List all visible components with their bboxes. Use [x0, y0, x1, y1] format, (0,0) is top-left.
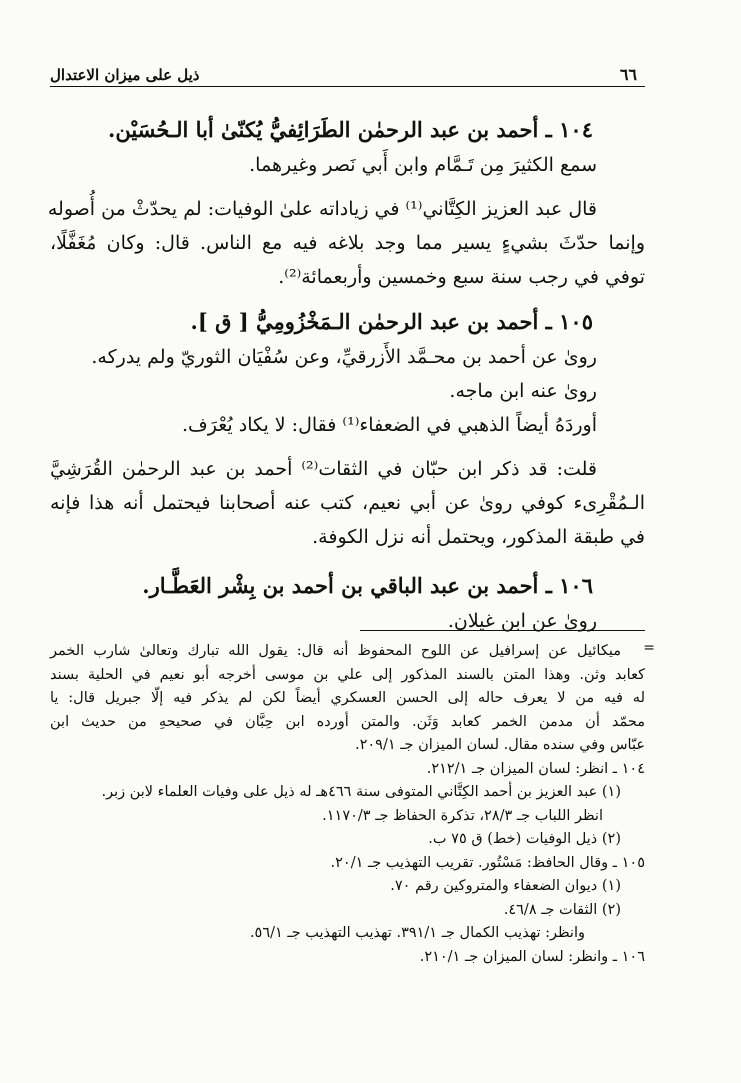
entry-104-line: توفي في رجب سنة سبع وخمسين وأربعمائة⁽²⁾. [278, 266, 645, 288]
footnote-line: محمّد أن مدمن الخمر كعابد وَثَن. والمتن أورده ابن حِبَّان في صحيحهِ من حديث ابن [50, 713, 645, 730]
footnote-104-1: (١) عبد العزيز بن أحمد الكِتَّاني المتوفى سنة ٤٦٦هـ له ذيل على وفيات العلماء لابن زبر. [101, 784, 621, 800]
entry-104-line: قال عبد العزيز الكِتَّاني⁽¹⁾ في زياداته علىٰ الوفيات: لم يحدّثْ من أُصوله [47, 198, 597, 220]
footnote-line: عبّاس وفي سنده مقال. لسان الميزان جـ ٢٠٩/١. [355, 737, 645, 753]
footnote-105-2: (٢) الثقات جـ ٤٦/٨. [503, 901, 621, 918]
footnote-line: ميكائيل عن إسرافيل عن اللوح المحفوظ أنه قال: يقول الله تبارك وتعالىٰ شارب الخمر [50, 643, 621, 659]
footnote-105-see-also: وانظر: تهذيب الكمال جـ ٣٩١/١. تهذيب التهذيب جـ ٥٦/١. [249, 925, 585, 941]
entry-105-line: روىٰ عن أحمد بن محـمَّد الأَزرقيِّ، وعن سُفْيَان الثوريّ ولم يدركه. [91, 346, 597, 368]
running-title: ذيل على ميزان الاعتدال [50, 66, 200, 84]
entry-105-line: قلت: قد ذكر ابن حبّان في الثقات⁽²⁾ أحمد بن عبد الرحمٰن القُرَشِيَّ [50, 458, 597, 480]
entry-105-heading: ١٠٥ ـ أحمد بن عبد الرحمٰن الـمَخْزُومِيُّ [ ق ]. [190, 309, 593, 334]
page-header [50, 58, 645, 87]
entry-105-line: في طبقة المذكور، ويحتمل أنه نزل الكوفة. [312, 526, 645, 548]
page-number: ٦٦ [619, 65, 637, 84]
entry-104-line: سمع الكثيرَ مِن تَـمَّام وابن أَبي نَصر وغيرهما. [249, 154, 597, 176]
footnote-105-1: (١) ديوان الضعفاء والمتروكين رقم ٧٠. [390, 878, 621, 894]
entry-105-line: أوردَهُ أيضاً الذهبي في الضعفاء⁽¹⁾ فقال: لا يكاد يُعْرَف. [182, 414, 597, 436]
entry-104-heading: ١٠٤ ـ أحمد بن عبد الرحمٰن الطَرَائِفيُّ يُكنّىٰ أبا الـحُسَيْن. [108, 117, 593, 142]
footnote-line: كعابد وثن. وهذا المتن بالسند المذكور إلى علي بن موسى أخرجه أبو نعيم في الحلية بسند [50, 666, 645, 683]
entry-105-line: روىٰ عنه ابن ماجه. [449, 380, 597, 402]
footnote-106: ١٠٦ ـ وانظر: لسان الميزان جـ ٢١٠/١. [419, 948, 645, 965]
footnote-104-1-cont: انظر اللباب جـ ٢٨/٣، تذكرة الحفاظ جـ ١١٧٠/٣. [322, 807, 603, 824]
footnote-105: ١٠٥ ـ وقال الحافظ: مَسْتُور. تقريب التهذيب جـ ٢٠/١. [330, 854, 645, 871]
footnotes [50, 640, 655, 969]
footnote-separator [360, 630, 645, 631]
continuation-mark: = [643, 640, 655, 656]
footnote-line: له فيه من لا يعرف حاله إلى الحسن العسكري أيضاً لكن لم يذكر فيه إلّا جبريل قال: يا [50, 690, 645, 706]
footnote-104: ١٠٤ ـ انظر: لسان الميزان جـ ٢١٢/١. [426, 760, 645, 777]
entry-106-heading: ١٠٦ ـ أحمد بن عبد الباقي بن أحمد بن بِشْر العَطَّـار. [142, 573, 593, 598]
entry-104-line: وإنما حدّثَ بشيءٍ يسير مما وجد بلاغه فيه مع الناس. قال: وكان مُغَفَّلًا، [50, 232, 645, 254]
footnote-104-2: (٢) ذيل الوفيات (خط) ق ٧٥ ب. [428, 831, 621, 847]
main-text [47, 112, 645, 638]
entry-105-line: الـمُقْرِىء كوفي روىٰ عن أبي نعيم، كتب عنه أصحابنا فيحتمل أنه هذا فإنه [50, 492, 645, 514]
entry-106-line: روىٰ عن ابن غيلان. [447, 610, 597, 632]
